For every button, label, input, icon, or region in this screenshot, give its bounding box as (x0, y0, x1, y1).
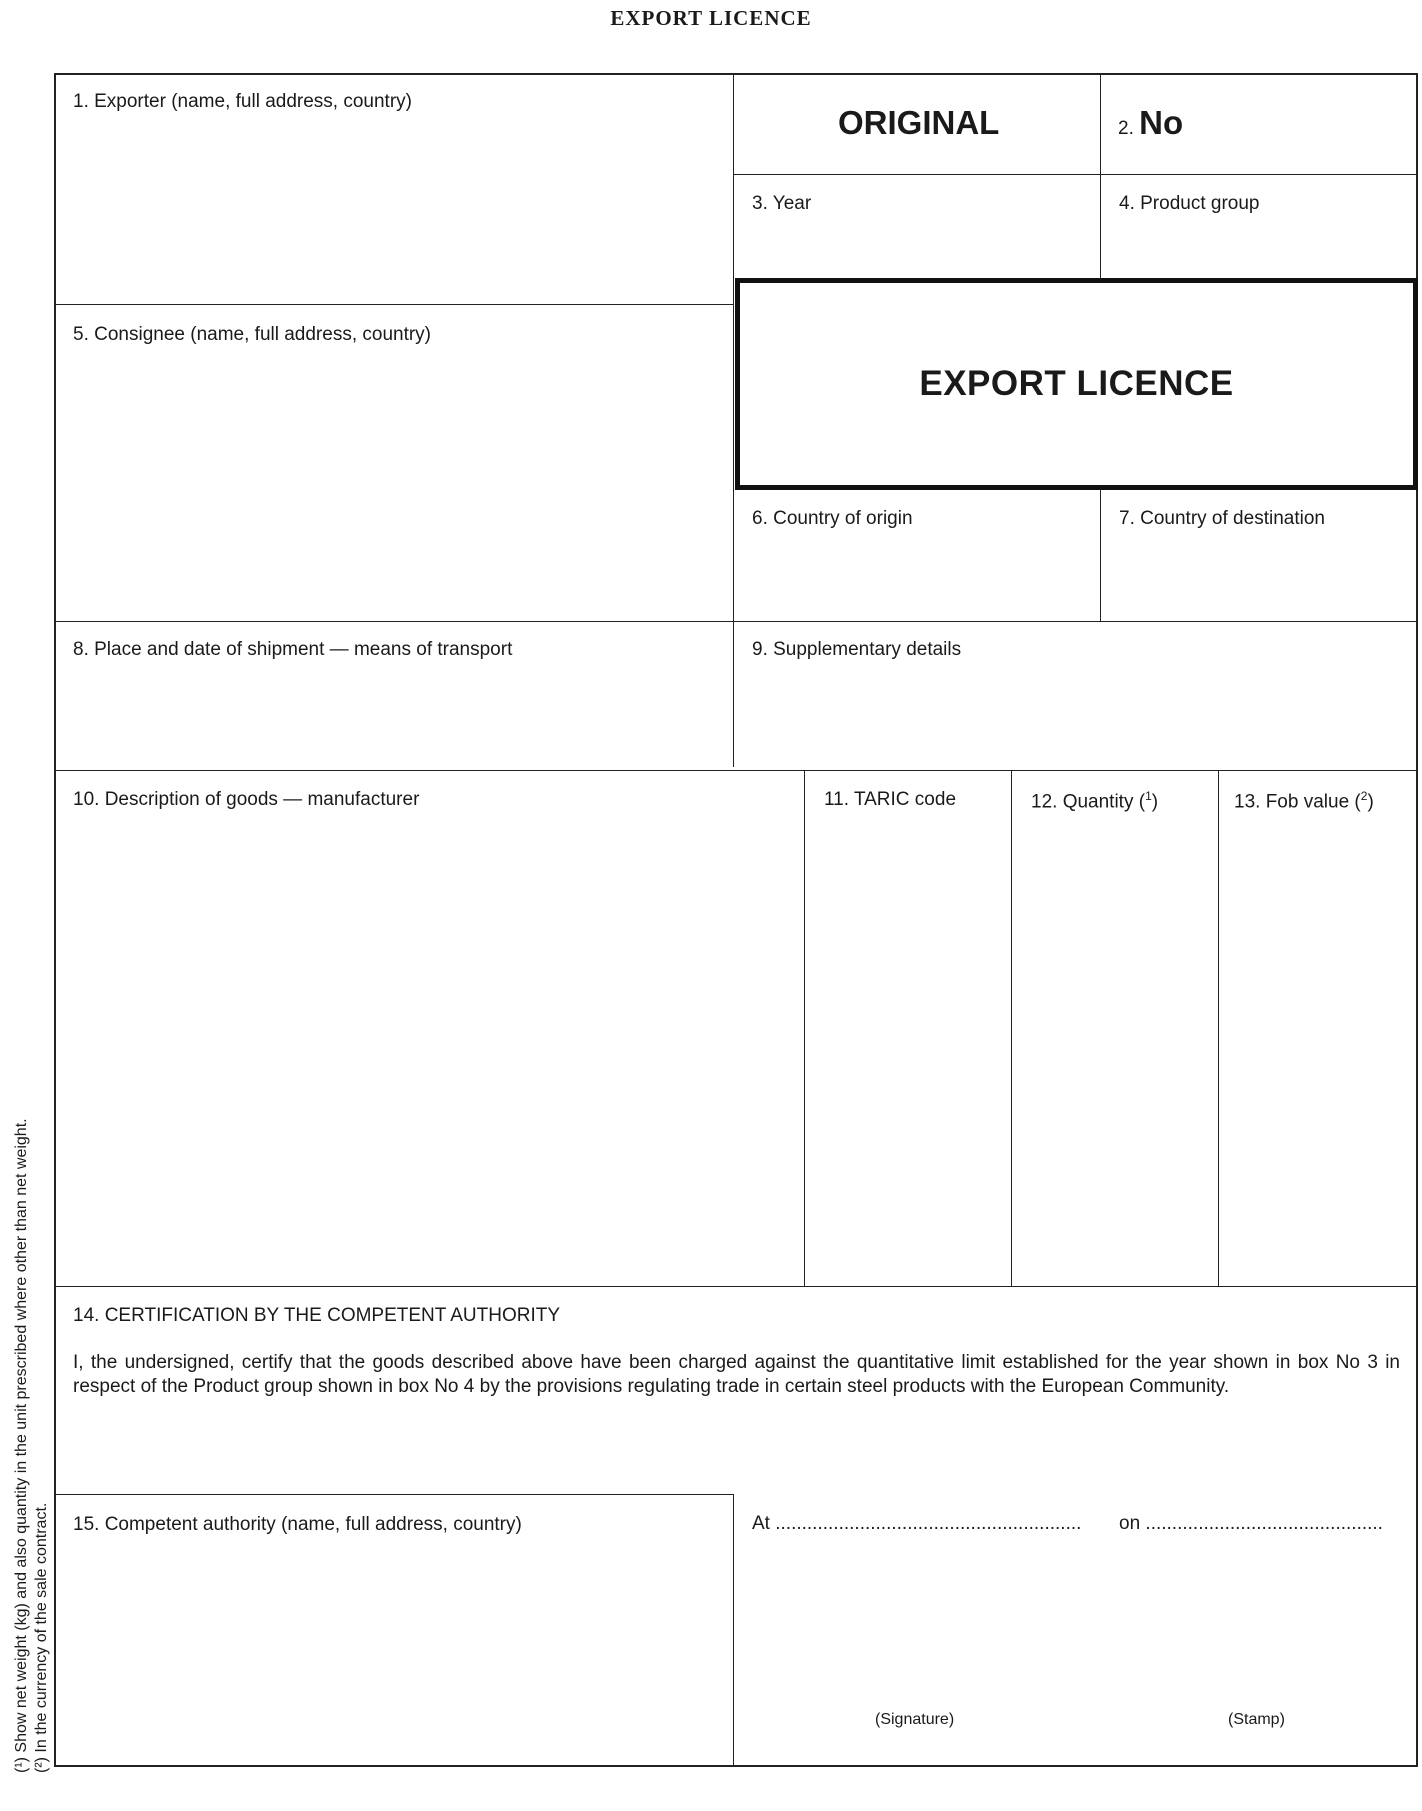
box-1-exporter-label: 1. Exporter (name, full address, country) (73, 91, 412, 112)
stamp-label: (Stamp) (1228, 1711, 1285, 1728)
box-8-shipment-label: 8. Place and date of shipment — means of transport (73, 639, 513, 660)
footnote-2: (²) In the currency of the sale contract. (33, 1502, 50, 1773)
divider (1011, 770, 1012, 1286)
divider (733, 174, 1418, 175)
signature-label: (Signature) (875, 1711, 955, 1728)
box-2-no: No (1139, 104, 1184, 141)
divider (733, 73, 734, 767)
box-7-country-of-destination-label: 7. Country of destination (1119, 508, 1325, 529)
box-3-year-label: 3. Year (752, 193, 812, 214)
document-title: EXPORT LICENCE (610, 6, 812, 30)
divider (54, 770, 1418, 771)
box-13-footnote-ref: 2 (1360, 789, 1368, 803)
box-11-taric-label: 11. TARIC code (824, 789, 957, 810)
footnote-1: (¹) Show net weight (kg) and also quantity in the unit prescribed where other than net weight. (13, 1118, 30, 1773)
box-12-text: 12. Quantity ( (1031, 791, 1146, 813)
divider (1100, 73, 1101, 279)
box-2-number-label (1118, 104, 1183, 142)
divider (54, 304, 734, 305)
divider (54, 1286, 1418, 1287)
divider (733, 1494, 734, 1767)
box-6-country-of-origin-label: 6. Country of origin (752, 508, 913, 529)
at-place-field: At .......................................................... (752, 1513, 1082, 1534)
box-2-prefix: 2. (1118, 118, 1134, 139)
export-licence-banner (735, 278, 1418, 490)
footnotes (12, 1118, 52, 1773)
divider (54, 1494, 734, 1495)
divider (733, 621, 1418, 622)
box-5-consignee-label: 5. Consignee (name, full address, country) (73, 324, 432, 345)
on-date-field: on ............................................. (1119, 1513, 1383, 1534)
box-10-description-label: 10. Description of goods — manufacturer (73, 789, 420, 810)
divider (54, 621, 734, 622)
box-13-fob-value-label: 13. Fob value ($^2$) (1234, 789, 1374, 813)
box-14-certification-label: 14. CERTIFICATION BY THE COMPETENT AUTHORITY (73, 1305, 561, 1326)
box-12-footnote-ref: 1 (1145, 789, 1152, 803)
box-15-competent-authority-label: 15. Competent authority (name, full address, country) (73, 1514, 522, 1535)
box-13-text: 13. Fob value ( (1234, 791, 1361, 813)
box-4-product-group-label: 4. Product group (1119, 193, 1260, 214)
divider (1100, 489, 1101, 622)
original-label: ORIGINAL (838, 104, 1000, 141)
export-licence-banner-text: EXPORT LICENCE (919, 364, 1234, 403)
divider (804, 770, 805, 1286)
box-9-supplementary-label: 9. Supplementary details (752, 639, 962, 660)
certification-statement: I, the undersigned, certify that the goods described above have been charged against the quantitative limit established for the year shown in box No 3 in respect of the Product group shown in box No 4 by the provisions regulating trade in certain steel products with the European Community. (73, 1352, 1400, 1397)
box-12-quantity-label: 12. Quantity ($^1$) (1031, 789, 1159, 813)
divider (1218, 770, 1219, 1286)
